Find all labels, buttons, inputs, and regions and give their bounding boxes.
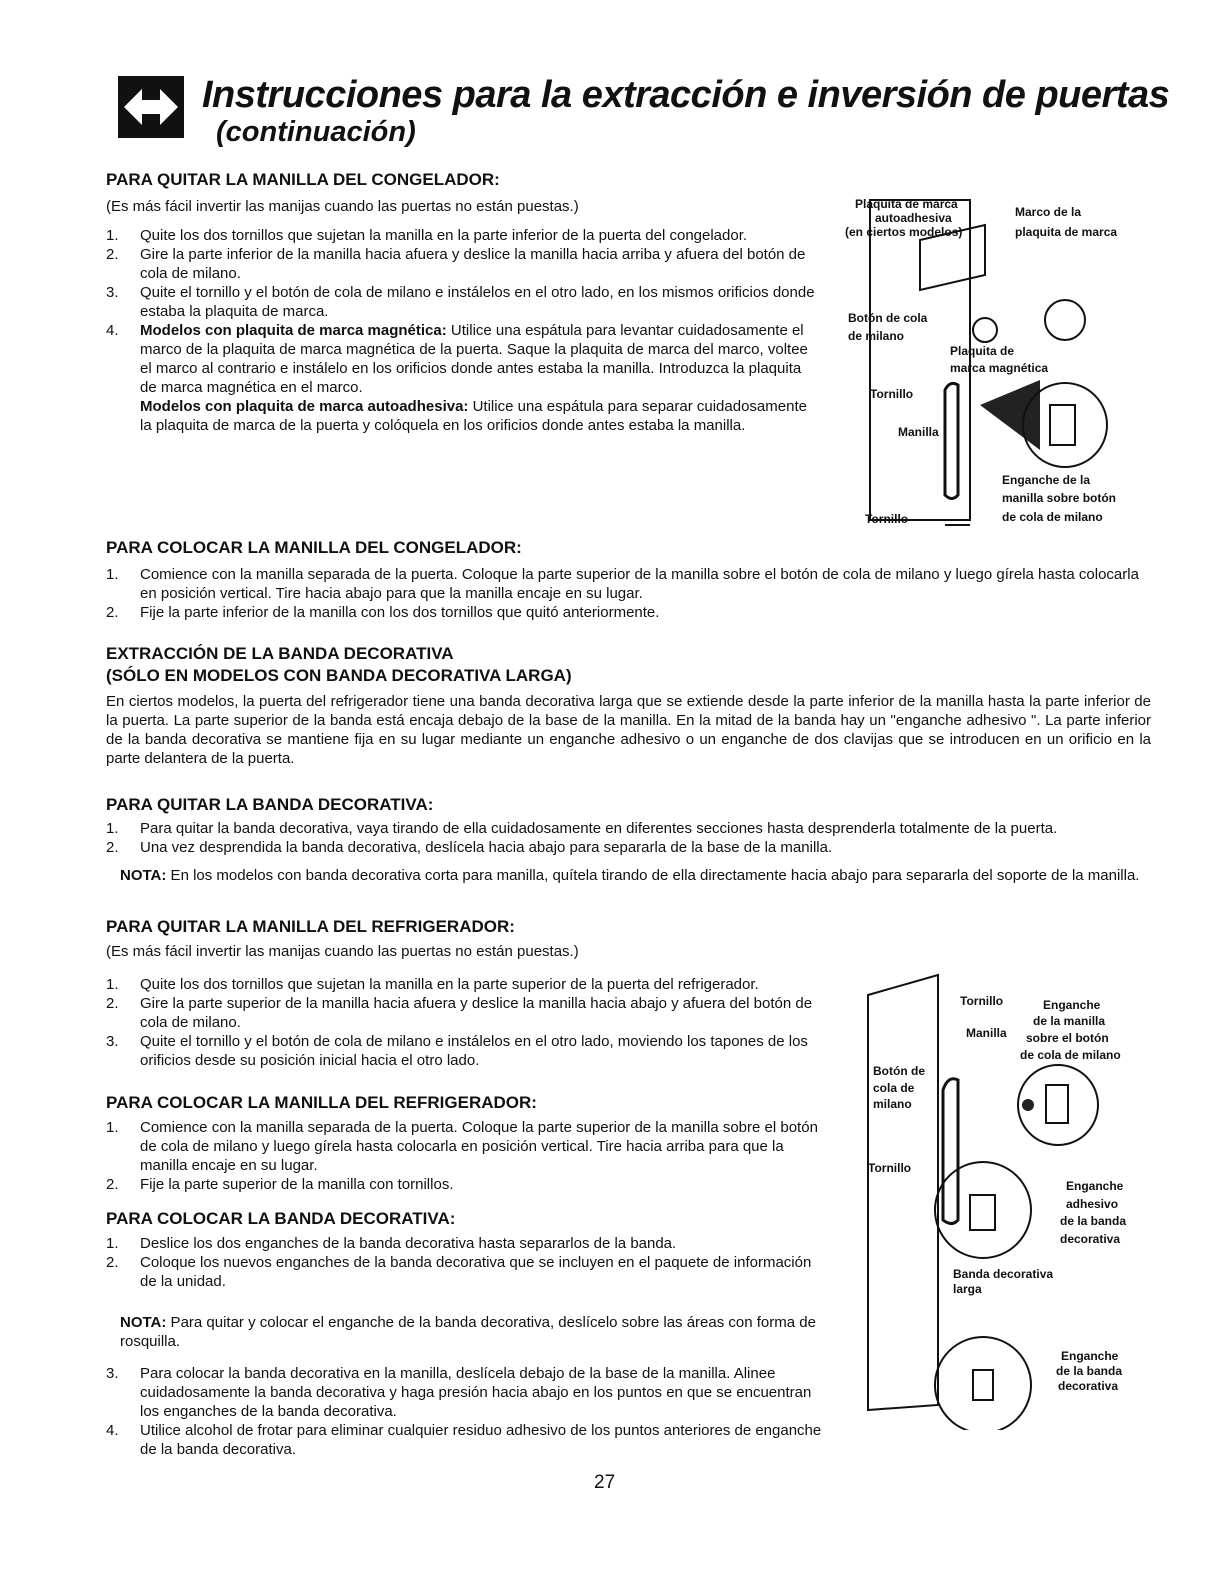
- fig1-label: Marco de la: [1015, 205, 1082, 219]
- fig1-label: marca magnética: [950, 361, 1049, 375]
- page-title: Instrucciones para la extracción e inversión de puertas: [202, 74, 1170, 116]
- fig2-label: de la banda: [1056, 1364, 1123, 1378]
- list-item: 1. Comience con la manilla separada de la puerta. Coloque la parte superior de la manilla sobre el botón de cola de milano y luego gírela hasta colocarla en posición vertical. Tire hacia abajo para que la manilla encaje en su lugar.: [106, 566, 1139, 602]
- list-item: 3. Quite el tornillo y el botón de cola de milano e instálelos en el otro lado, en los mismos orificios donde estaba la plaquita de marca.: [106, 284, 815, 320]
- list-item: 2. Fije la parte inferior de la manilla con los dos tornillos que quitó anteriormente.: [106, 604, 660, 621]
- page-number: 27: [594, 1472, 616, 1493]
- steps-quitar-banda: [106, 819, 1156, 857]
- list-item: 4. Modelos con plaquita de marca magnética: Utilice una espátula para levantar cuidadosamente el marco de la plaquita de marca magnética de la puerta. Saque la plaquita de marca del marco, voltee el marco al contrario e instálelo en los orificios donde antes estaba la manilla. Introduzca la plaquita de marca magnética en el marco. Modelos con plaquita de marca autoadhesiva: Utilice una espátula para separar cuidadosamente la plaquita de marca de la puerta y colóquela en los orificios donde antes estaba la manilla.: [106, 322, 808, 434]
- fig2-label: Enganche: [1066, 1179, 1124, 1193]
- fig2-label: larga: [953, 1282, 982, 1296]
- list-item: 4. Utilice alcohol de frotar para eliminar cualquier residuo adhesivo de los puntos anteriores de enganche de la banda decorativa.: [106, 1422, 822, 1458]
- note-enganche-banda: NOTA: Para quitar y colocar el enganche de la banda decorativa, deslícelo sobre las áreas con forma de rosquilla.: [120, 1314, 816, 1350]
- fig2-label: decorativa: [1060, 1232, 1121, 1246]
- fig1-label: plaquita de marca: [1015, 225, 1118, 239]
- fig1-label: (en ciertos modelos): [845, 225, 963, 239]
- list-item: 1. Comience con la manilla separada de la puerta. Coloque la parte superior de la manilla sobre el botón de cola de milano y luego gírela hasta colocarla en posición vertical. Tire hacia arriba para que la manilla encaje en su lugar.: [106, 1119, 818, 1174]
- list-item: 2. Fije la parte superior de la manilla con tornillos.: [106, 1176, 454, 1193]
- fig1-label: Tornillo: [870, 387, 914, 401]
- steps-colocar-banda-continued: [106, 1364, 826, 1459]
- list-item: 1. Para quitar la banda decorativa, vaya tirando de ella cuidadosamente en diferentes secciones hasta desprenderla totalmente de la puerta.: [106, 820, 1058, 837]
- fig2-label: Tornillo: [868, 1161, 912, 1175]
- steps-quitar-manilla-refrigerador: [106, 975, 826, 1070]
- fig2-label: Manilla: [966, 1026, 1007, 1040]
- fig1-label: Enganche de la: [1002, 473, 1091, 487]
- steps-colocar-manilla-congelador: [106, 565, 1156, 622]
- fig2-label: de cola de milano: [1020, 1048, 1121, 1062]
- fig1-label: manilla sobre botón: [1002, 491, 1117, 505]
- fig2-label: decorativa: [1058, 1379, 1119, 1393]
- section-intro: (Es más fácil invertir las manijas cuando las puertas no están puestas.): [106, 198, 579, 215]
- section-heading-colocar-manilla-congelador: PARA COLOCAR LA MANILLA DEL CONGELADOR:: [106, 538, 522, 557]
- fig1-label: de milano: [848, 329, 905, 343]
- page-subtitle: (continuación): [216, 116, 416, 148]
- fig1-label: Botón de cola: [848, 311, 928, 325]
- fig1-label: Manilla: [898, 425, 939, 439]
- fig1-label: de cola de milano: [1002, 510, 1103, 524]
- fig1-label: autoadhesiva: [875, 211, 952, 225]
- list-item: 1. Quite los dos tornillos que sujetan la manilla en la parte inferior de la puerta del congelador.: [106, 227, 748, 244]
- fig2-label: Enganche: [1061, 1349, 1119, 1363]
- steps-colocar-manilla-refrigerador: [106, 1118, 826, 1194]
- fig2-label: Banda decorativa: [953, 1267, 1054, 1281]
- freezer-handle-diagram: [840, 180, 1160, 540]
- fig1-label: Plaquita de marca: [855, 197, 958, 211]
- section-heading-quitar-manilla-refrigerador: PARA QUITAR LA MANILLA DEL REFRIGERADOR:: [106, 917, 515, 936]
- section-subheading-extraccion-banda: (SÓLO EN MODELOS CON BANDA DECORATIVA LARGA): [106, 666, 572, 685]
- section-heading-quitar-manilla-congelador: PARA QUITAR LA MANILLA DEL CONGELADOR:: [106, 170, 500, 189]
- fig2-label: de la banda: [1060, 1214, 1127, 1228]
- section-heading-colocar-manilla-refrigerador: PARA COLOCAR LA MANILLA DEL REFRIGERADOR:: [106, 1093, 537, 1112]
- double-arrow-icon: [118, 76, 184, 138]
- steps-colocar-banda: [106, 1234, 826, 1291]
- refrigerator-handle-diagram: [848, 965, 1153, 1430]
- list-item: 2. Coloque los nuevos enganches de la banda decorativa que se incluyen en el paquete de información de la unidad.: [106, 1254, 812, 1290]
- fig2-label: Enganche: [1043, 998, 1101, 1012]
- note-banda-corta: NOTA: En los modelos con banda decorativa corta para manilla, quítela tirando de ella directamente hacia abajo para separarla del soporte de la manilla.: [120, 867, 1140, 884]
- section-heading-extraccion-banda: EXTRACCIÓN DE LA BANDA DECORATIVA: [106, 644, 454, 663]
- fig2-label: adhesivo: [1066, 1197, 1119, 1211]
- fig2-label: cola de: [873, 1081, 915, 1095]
- list-item: 3. Quite el tornillo y el botón de cola de milano e instálelos en el otro lado, moviendo los tapones de los orificios desde su posición inicial hacia el otro lado.: [106, 1033, 808, 1069]
- list-item: 1. Quite los dos tornillos que sujetan la manilla en la parte superior de la puerta del refrigerador.: [106, 976, 759, 993]
- fig2-label: Botón de: [873, 1064, 925, 1078]
- list-item: 2. Una vez desprendida la banda decorativa, deslícela hacia abajo para separarla de la base de la manilla.: [106, 839, 833, 856]
- steps-quitar-manilla-congelador: [106, 226, 816, 435]
- list-item: 2. Gire la parte superior de la manilla hacia afuera y deslice la manilla hacia abajo y afuera del botón de cola de milano.: [106, 995, 813, 1031]
- section-intro: (Es más fácil invertir las manijas cuando las puertas no están puestas.): [106, 943, 579, 960]
- fig1-label: Plaquita de: [950, 344, 1015, 358]
- fig2-label: sobre el botón: [1026, 1031, 1109, 1045]
- section-paragraph: En ciertos modelos, la puerta del refrigerador tiene una banda decorativa larga que se extiende desde la parte inferior de la manilla hasta la parte inferior de la puerta. La parte superior de la banda está encaja debajo de la base de la manilla. En la mitad de la banda hay un "enganche adhesivo ". La parte inferior de la banda decorativa se mantiene fija en su lugar mediante un enganche adhesivo o un enganche de dos clavijas que se introducen en un orificio en la parte delantera de la puerta.: [106, 693, 1151, 767]
- fig2-label: milano: [873, 1097, 912, 1111]
- section-heading-colocar-banda: PARA COLOCAR LA BANDA DECORATIVA:: [106, 1209, 456, 1228]
- section-heading-quitar-banda: PARA QUITAR LA BANDA DECORATIVA:: [106, 795, 434, 814]
- fig1-label: Tornillo: [865, 512, 909, 526]
- list-item: 2. Gire la parte inferior de la manilla hacia afuera y deslice la manilla hacia arriba y afuera del botón de cola de milano.: [106, 246, 806, 282]
- list-item: 1. Deslice los dos enganches de la banda decorativa hasta separarlos de la banda.: [106, 1235, 677, 1252]
- fig2-label: Tornillo: [960, 994, 1004, 1008]
- list-item: 3. Para colocar la banda decorativa en la manilla, deslícela debajo de la base de la manilla. Alinee cuidadosamente la banda decorativa y haga presión hacia abajo en los puntos en que se encuentran los enganches de la banda decorativa.: [106, 1365, 812, 1420]
- fig2-label: de la manilla: [1033, 1014, 1106, 1028]
